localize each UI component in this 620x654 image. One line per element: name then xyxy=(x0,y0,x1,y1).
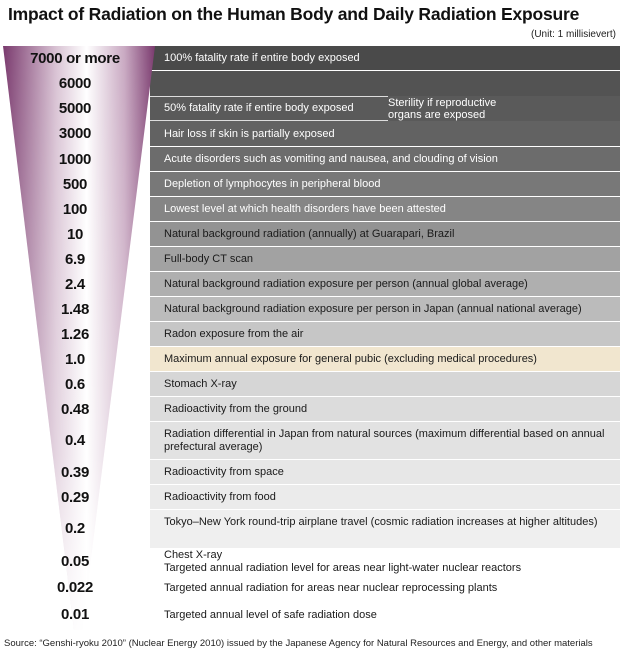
row-description: Targeted annual radiation for areas near nuclear reprocessing plants xyxy=(164,582,498,594)
dose-value: 7000 or more xyxy=(30,50,120,67)
dose-value: 5000 xyxy=(58,100,92,117)
row-description: Radioactivity from space xyxy=(164,466,284,478)
dose-value: 0.6 xyxy=(65,376,85,393)
row-description: Depletion of lymphocytes in peripheral blood xyxy=(164,178,381,190)
row-description: Radioactivity from food xyxy=(164,491,276,503)
dose-value: 1.0 xyxy=(65,351,85,368)
row-description: Radon exposure from the air xyxy=(164,328,304,340)
row-description: Natural background radiation exposure per person in Japan (annual national average) xyxy=(164,303,582,315)
dose-value: 0.01 xyxy=(61,606,89,623)
side-note: Sterility if reproductive organs are exposed xyxy=(388,97,497,121)
row-description: Chest X-ray Targeted annual radiation level for areas near light-water nuclear reactors xyxy=(164,549,522,574)
row-description: Acute disorders such as vomiting and nausea, and clouding of vision xyxy=(164,153,498,165)
row-description: 50% fatality rate if entire body exposed xyxy=(164,102,354,114)
dose-value: 1.48 xyxy=(61,301,89,318)
row-description: Radioactivity from the ground xyxy=(164,403,308,415)
unit-label: (Unit: 1 millisievert) xyxy=(530,29,616,40)
dose-value: 0.48 xyxy=(61,401,89,418)
row-description: Lowest level at which health disorders have been attested xyxy=(164,203,446,215)
dose-value: 3000 xyxy=(58,125,92,142)
dose-value: 500 xyxy=(62,176,88,193)
dose-value: 0.05 xyxy=(61,553,89,570)
divider-line xyxy=(150,120,388,121)
row-description: Radiation differential in Japan from natural sources (maximum differential based on annual prefectural average) xyxy=(164,428,605,453)
dose-value: 1.26 xyxy=(61,326,89,343)
row-description: Maximum annual exposure for general pubic (excluding medical procedures) xyxy=(164,353,537,365)
row-description: Hair loss if skin is partially exposed xyxy=(164,128,335,140)
divider-line xyxy=(150,96,388,97)
dose-value: 6000 xyxy=(58,75,92,92)
row-description: Natural background radiation (annually) at Guarapari, Brazil xyxy=(164,228,455,240)
row-description: Tokyo–New York round-trip airplane travel (cosmic radiation increases at higher altitudes) xyxy=(164,516,598,528)
source-note: Source: “Genshi-ryoku 2010” (Nuclear Energy 2010) issued by the Japanese Agency for Natural Resources and Energy, and other materials xyxy=(4,638,593,649)
row-description: 100% fatality rate if entire body exposed xyxy=(164,52,360,64)
row-description: Full-body CT scan xyxy=(164,253,254,265)
dose-value: 0.29 xyxy=(61,489,89,506)
dose-value: 10 xyxy=(66,226,84,243)
dose-value: 6.9 xyxy=(65,251,85,268)
row-description: Stomach X-ray xyxy=(164,378,237,390)
dose-value: 1000 xyxy=(58,151,92,168)
dose-value: 0.39 xyxy=(61,464,89,481)
row-description: Targeted annual level of safe radiation dose xyxy=(164,609,377,621)
row-description: Natural background radiation exposure per person (annual global average) xyxy=(164,278,528,290)
dose-value: 0.2 xyxy=(65,520,85,537)
dose-value: 100 xyxy=(62,201,88,218)
dose-value: 0.4 xyxy=(65,432,85,449)
dose-value: 0.022 xyxy=(56,579,94,596)
dose-value: 2.4 xyxy=(65,276,85,293)
page-title: Impact of Radiation on the Human Body and Daily Radiation Exposure xyxy=(8,4,580,24)
